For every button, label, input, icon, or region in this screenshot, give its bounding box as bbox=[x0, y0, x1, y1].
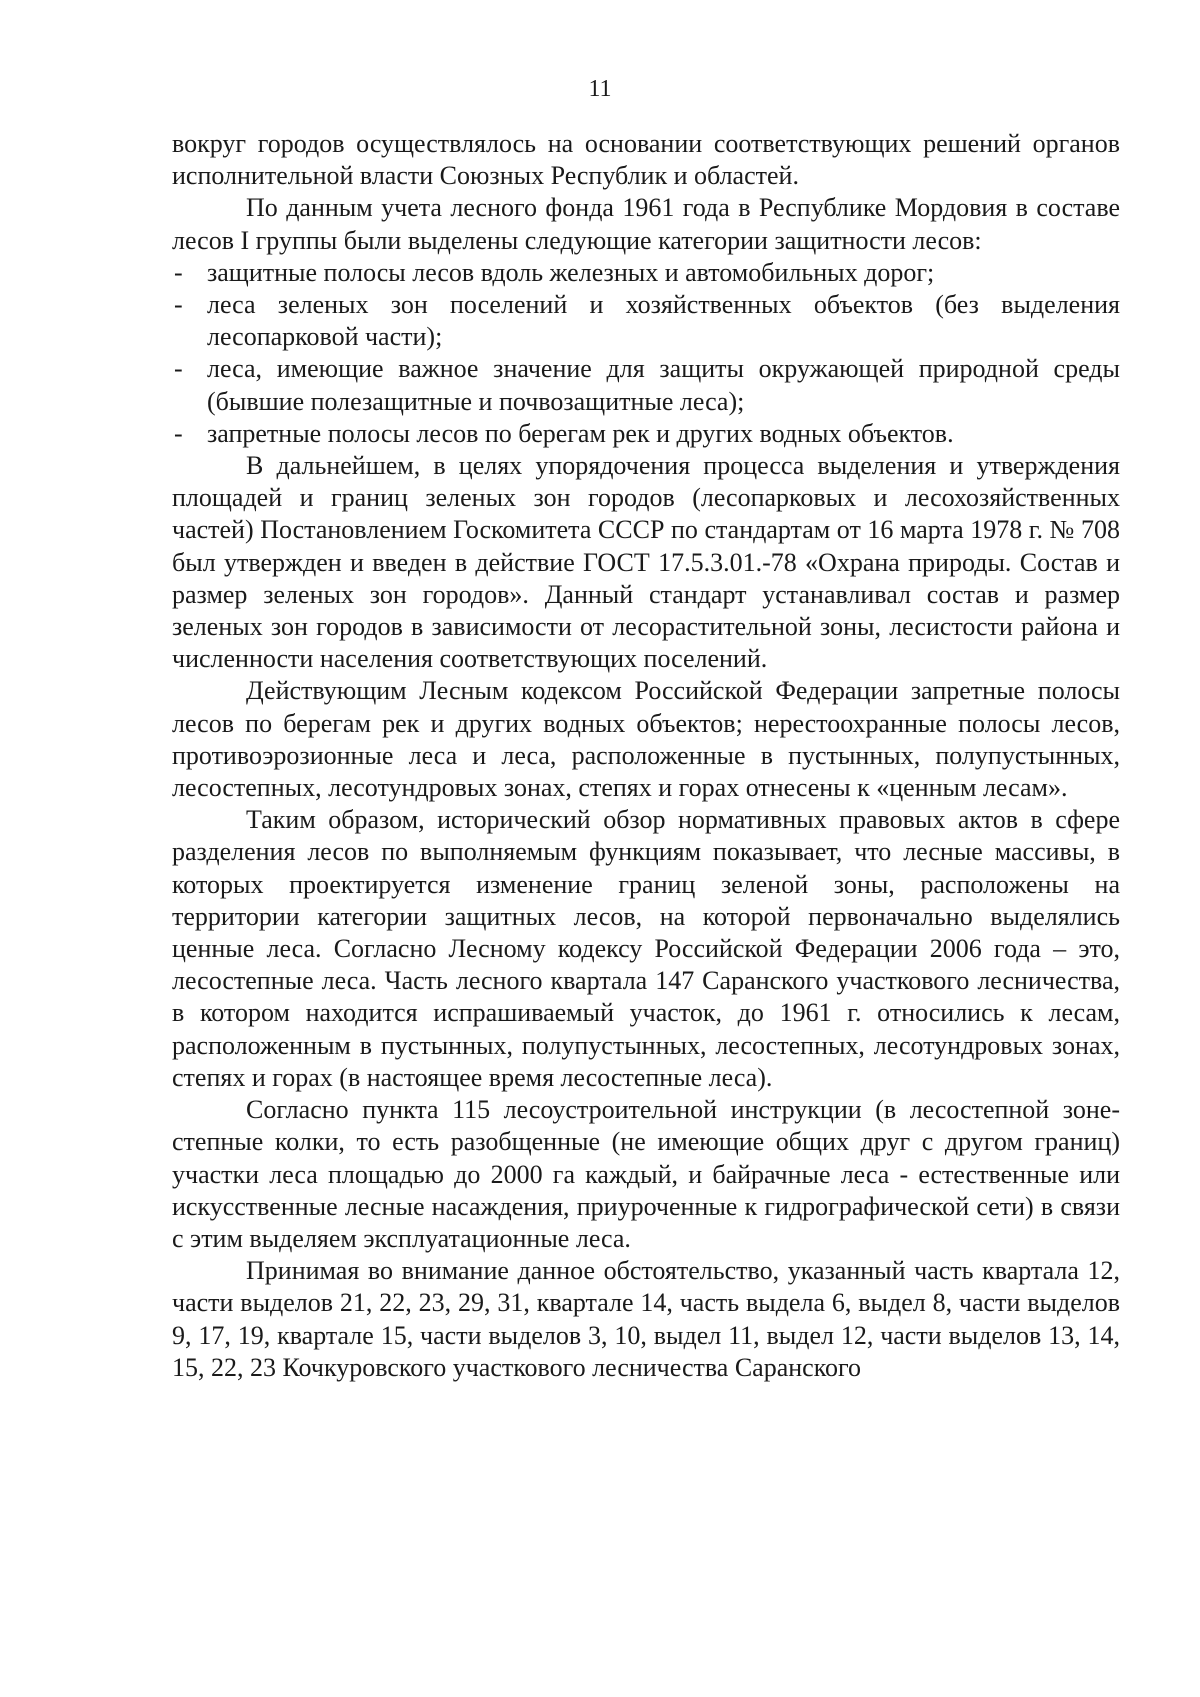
protection-categories-list bbox=[172, 257, 1120, 450]
paragraph-1: вокруг городов осуществлялось на основании соответствующих решений органов исполнительной власти Союзных Республик и областей. bbox=[172, 129, 1120, 191]
list-dash: - bbox=[174, 354, 183, 384]
paragraph-2: По данным учета лесного фонда 1961 года в Республике Мордовия в составе лесов I группы были выделены следующие категории защитности лесов: bbox=[172, 193, 1120, 255]
list-item-text: леса зеленых зон поселений и хозяйственных объектов (без выделения лесопарковой части); bbox=[207, 290, 1120, 352]
paragraph-6: Согласно пункта 115 лесоустроительной инструкции (в лесостепной зоне-степные колки, то есть разобщенные (не имеющие общих друг с другом границ) участки леса площадью до 2000 га каждый, и байрачные леса - естественные или искусственные лесные насаждения, приуроченные к гидрографической сети) в связи с этим выделяем эксплуатационные леса. bbox=[172, 1095, 1120, 1253]
list-item-text: леса, имеющие важное значение для защиты окружающей природной среды (бывшие полезащитные и почвозащитные леса); bbox=[207, 354, 1120, 416]
paragraph-7: Принимая во внимание данное обстоятельство, указанный часть квартала 12, части выделов 21, 22, 23, 29, 31, квартале 14, часть выдела 6, выдел 8, части выделов 9, 17, 19, квартале 15, части выделов 3, 10, выдел 11, выдел 12, части выделов 13, 14, 15, 22, 23 Кочкуровского участкового лесничества Саранского bbox=[172, 1256, 1120, 1382]
paragraph-5: Таким образом, исторический обзор нормативных правовых актов в сфере разделения лесов по выполняемым функциям показывает, что лесные массивы, в которых проектируется изменение границ зеленой зоны, расположены на территории категории защитных лесов, на которой первоначально выделялись ценные леса. Согласно Лесному кодексу Российской Федерации 2006 года – это, лесостепные леса. Часть лесного квартала 147 Саранского участкового лесничества, в котором находится испрашиваемый участок, до 1961 г. относились к лесам, расположенным в пустынных, полупустынных, лесостепных, лесотундровых зонах, степях и горах (в настоящее время лесостепные леса). bbox=[172, 805, 1120, 1092]
body-text bbox=[172, 128, 1120, 1384]
paragraph-4: Действующим Лесным кодексом Российской Федерации запретные полосы лесов по берегам рек и других водных объектов; нерестоохранные полосы лесов, противоэрозионные леса и леса, расположенные в пустынных, полупустынных, лесостепных, лесотундровых зонах, степях и горах отнесены к «ценным лесам». bbox=[172, 676, 1120, 803]
list-item-text: защитные полосы лесов вдоль железных и автомобильных дорог; bbox=[207, 257, 935, 287]
list-item bbox=[172, 353, 1120, 417]
list-item bbox=[172, 257, 1120, 289]
list-item bbox=[172, 418, 1120, 450]
list-dash: - bbox=[174, 418, 183, 448]
paragraph-3: В дальнейшем, в целях упорядочения процесса выделения и утверждения площадей и границ зеленых зон городов (лесопарковых и лесохозяйственных частей) Постановлением Госкомитета СССР по стандартам от 16 марта 1978 г. № 708 был утвержден и введен в действие ГОСТ 17.5.3.01.-78 «Охрана природы. Состав и размер зеленых зон городов». Данный стандарт устанавливал состав и размер зеленых зон городов в зависимости от лесорастительной зоны, лесистости района и численности населения соответствующих поселений. bbox=[172, 451, 1120, 674]
page-number: 11 bbox=[588, 76, 612, 102]
list-dash: - bbox=[174, 290, 183, 320]
list-dash: - bbox=[174, 257, 183, 287]
list-item bbox=[172, 289, 1120, 353]
list-item-text: запретные полосы лесов по берегам рек и других водных объектов. bbox=[207, 418, 954, 448]
